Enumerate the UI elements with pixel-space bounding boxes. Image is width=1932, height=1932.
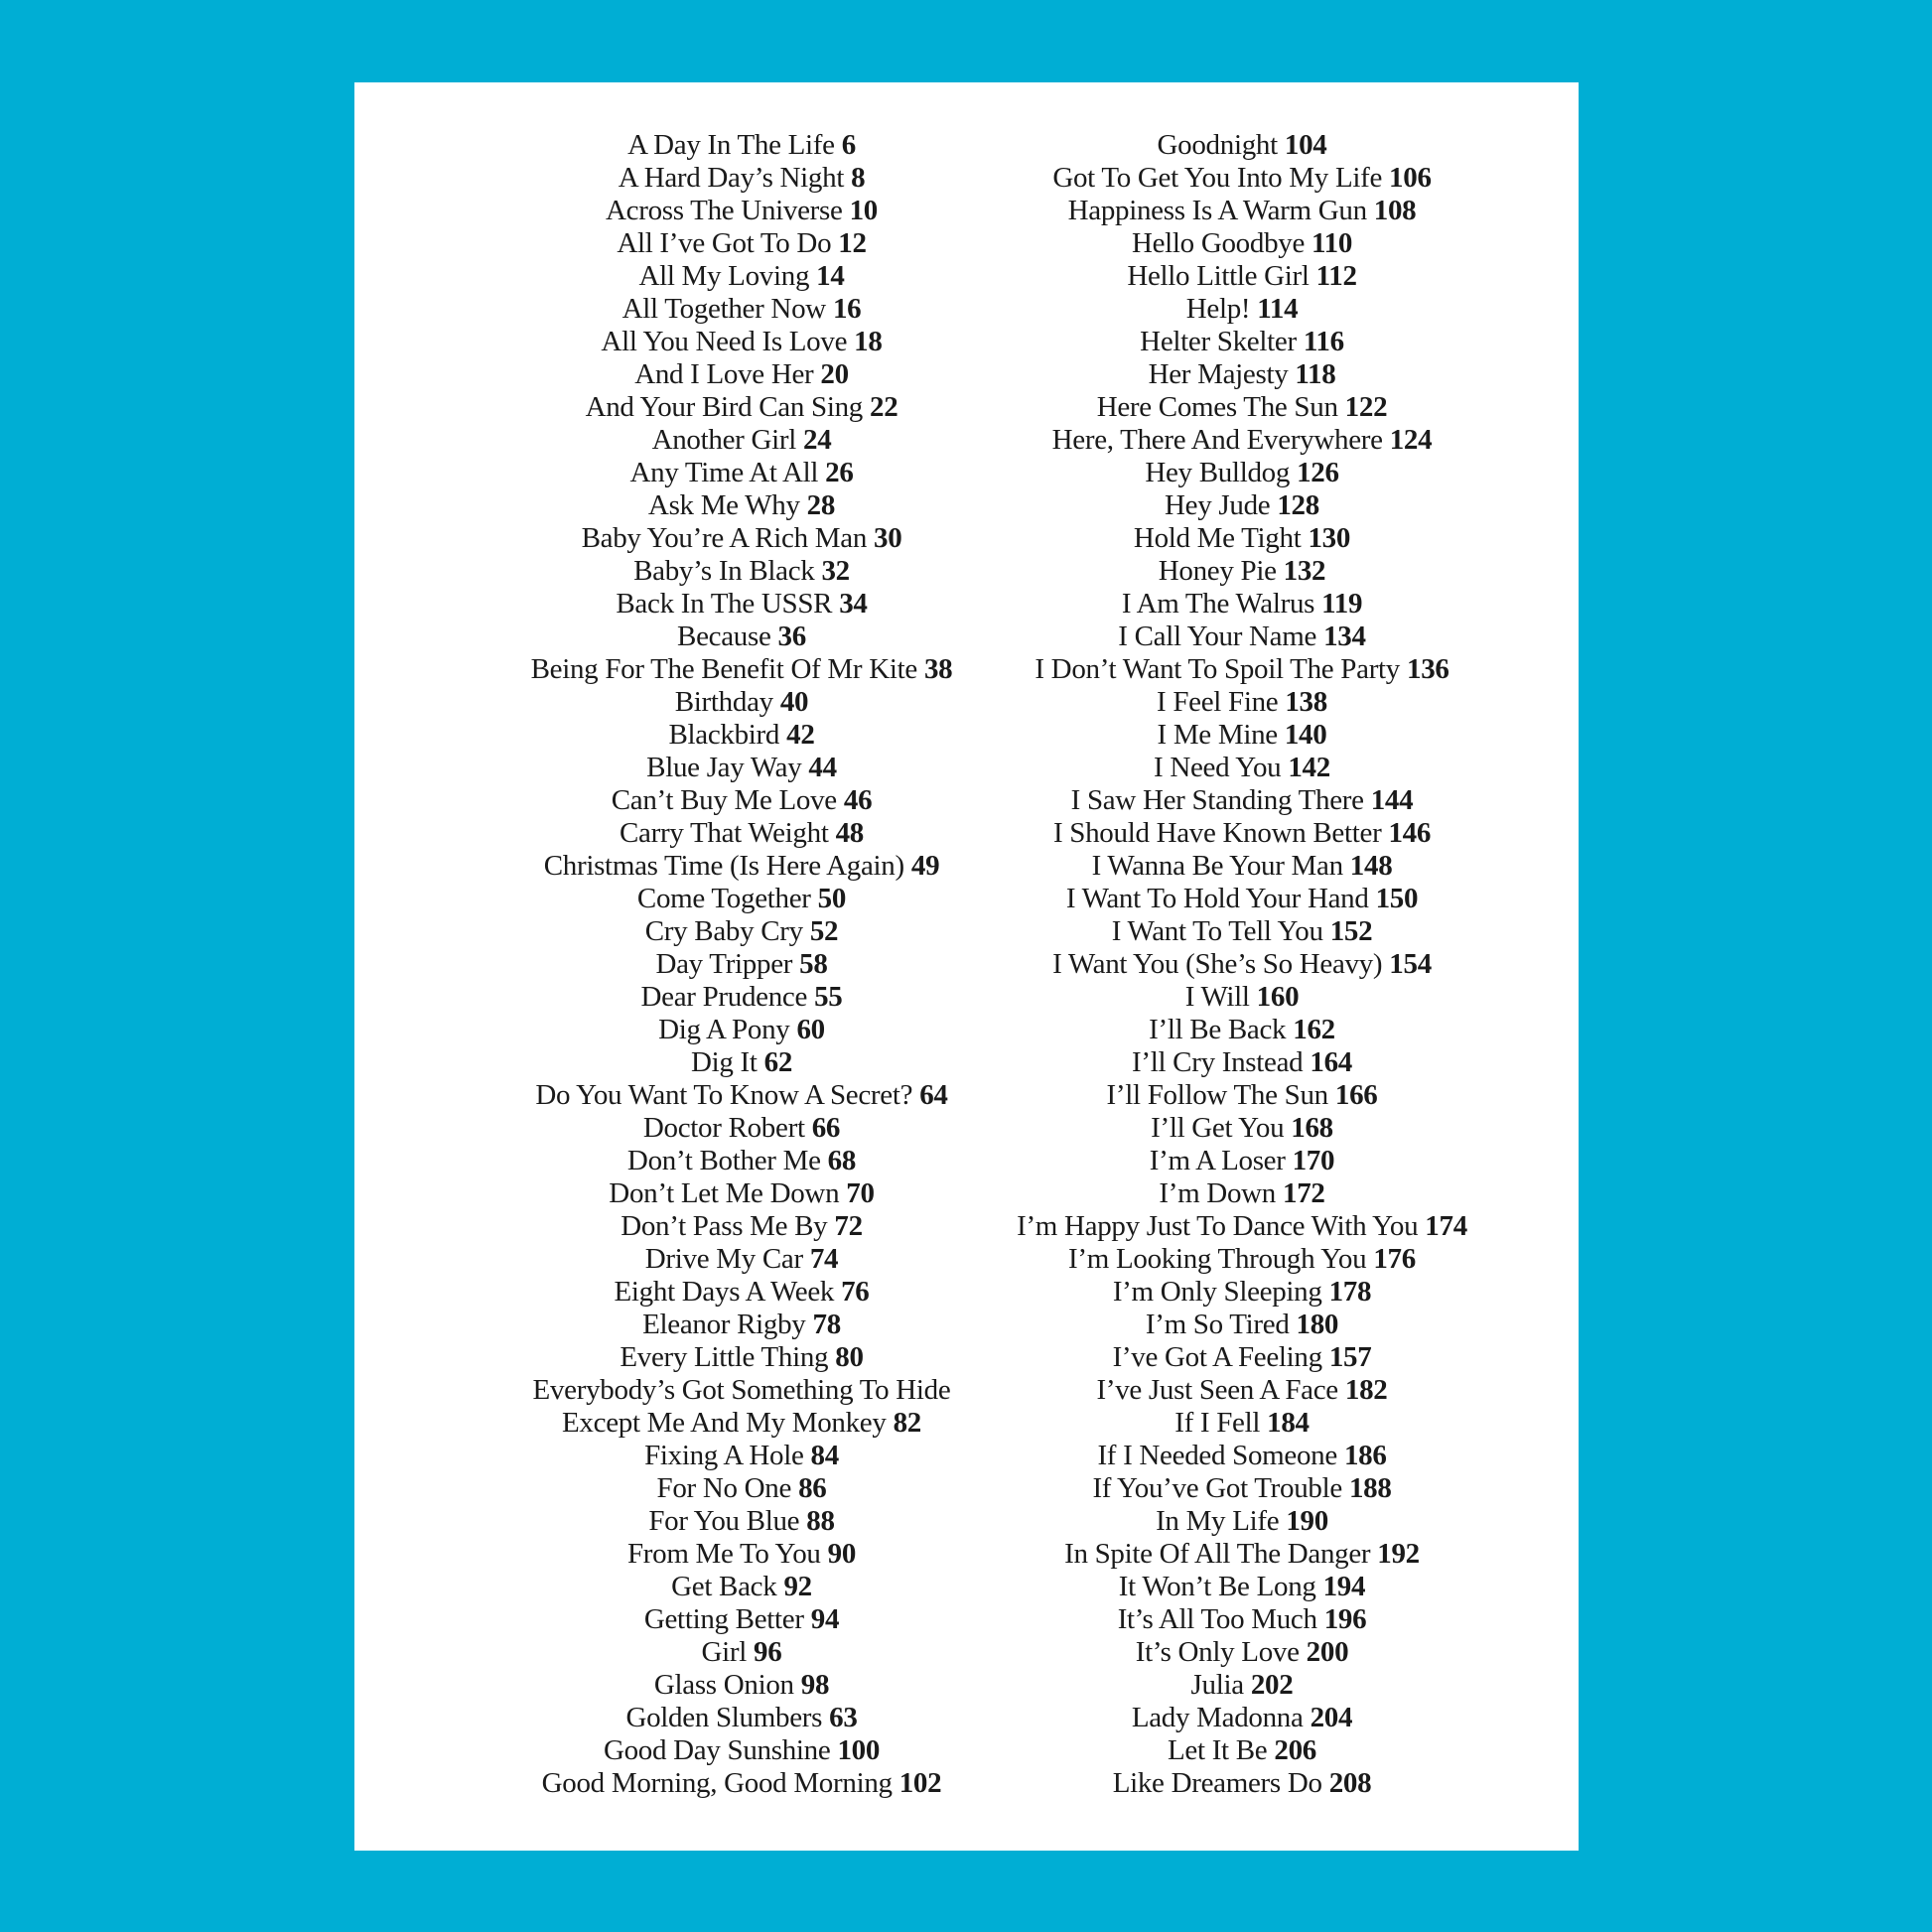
song-title: It’s Only Love xyxy=(1135,1636,1300,1668)
page-number: 86 xyxy=(798,1472,827,1504)
page-number: 22 xyxy=(870,391,898,423)
song-title: Goodnight xyxy=(1157,129,1278,161)
contents-entry xyxy=(944,915,1540,948)
song-title: All I’ve Got To Do xyxy=(617,227,832,259)
page-number: 30 xyxy=(874,522,902,554)
contents-entry xyxy=(944,326,1540,358)
song-title: Cry Baby Cry xyxy=(644,915,803,947)
page-number: 116 xyxy=(1303,326,1344,357)
song-title: I Want To Tell You xyxy=(1111,915,1323,947)
contents-entry xyxy=(944,424,1540,457)
contents-entry xyxy=(944,1669,1540,1702)
contents-entry xyxy=(944,489,1540,522)
page-number: 184 xyxy=(1267,1407,1310,1439)
page-number: 34 xyxy=(839,588,868,620)
page-number: 134 xyxy=(1323,621,1366,652)
song-title: From Me To You xyxy=(626,1538,821,1570)
contents-entry xyxy=(944,195,1540,227)
song-title: Hello Goodbye xyxy=(1131,227,1306,259)
page-number: 70 xyxy=(846,1177,875,1209)
page-number: 136 xyxy=(1407,653,1449,685)
song-title: Everybody’s Got Something To Hide xyxy=(532,1374,951,1406)
song-title: Don’t Let Me Down xyxy=(609,1177,840,1209)
contents-entry xyxy=(944,1636,1540,1669)
page-number: 78 xyxy=(812,1309,841,1340)
page-number: 62 xyxy=(763,1046,793,1078)
song-title: I’m Happy Just To Dance With You xyxy=(1017,1210,1419,1242)
song-title: I’m A Loser xyxy=(1149,1145,1286,1176)
page-number: 58 xyxy=(799,948,828,980)
page-number: 112 xyxy=(1315,260,1357,292)
page-number: 186 xyxy=(1343,1440,1387,1471)
page-number: 194 xyxy=(1322,1571,1366,1602)
page-number: 166 xyxy=(1334,1079,1378,1111)
song-title: Because xyxy=(677,621,771,652)
contents-entry xyxy=(944,1276,1540,1309)
song-title: Like Dreamers Do xyxy=(1112,1767,1322,1799)
page-number: 14 xyxy=(816,260,845,292)
page-number: 49 xyxy=(910,850,940,882)
song-title: I’ll Follow The Sun xyxy=(1106,1079,1328,1111)
song-title: Help! xyxy=(1185,293,1251,325)
page-number: 122 xyxy=(1344,391,1388,423)
page-number: 100 xyxy=(837,1734,881,1766)
contents-entry xyxy=(944,1112,1540,1145)
page-number: 84 xyxy=(810,1440,839,1471)
contents-entry xyxy=(944,129,1540,162)
page-number: 63 xyxy=(829,1702,858,1733)
song-title: Another Girl xyxy=(651,424,796,456)
song-title: Carry That Weight xyxy=(620,817,829,849)
page-number: 172 xyxy=(1283,1177,1325,1209)
song-title: Day Tripper xyxy=(655,948,793,980)
song-title: Get Back xyxy=(671,1571,777,1602)
song-title: I’ll Get You xyxy=(1151,1112,1285,1144)
page-number: 24 xyxy=(803,424,832,456)
song-title: Helter Skelter xyxy=(1140,326,1297,357)
page-number: 138 xyxy=(1285,686,1327,718)
song-title: It’s All Too Much xyxy=(1117,1603,1317,1635)
song-title: For You Blue xyxy=(648,1505,800,1537)
song-title: In My Life xyxy=(1156,1505,1280,1537)
song-title: I Don’t Want To Spoil The Party xyxy=(1035,653,1401,685)
page-number: 16 xyxy=(832,293,862,325)
page-number: 32 xyxy=(821,555,850,587)
page-number: 176 xyxy=(1373,1243,1416,1275)
contents-entry xyxy=(944,1341,1540,1374)
page-number: 50 xyxy=(817,883,847,914)
page-number: 106 xyxy=(1389,162,1432,194)
song-title: Let It Be xyxy=(1168,1734,1268,1766)
song-title: Fixing A Hole xyxy=(644,1440,804,1471)
page-number: 88 xyxy=(806,1505,835,1537)
contents-entry xyxy=(944,784,1540,817)
contents-entry xyxy=(944,227,1540,260)
page-number: 119 xyxy=(1321,588,1363,620)
page-number: 140 xyxy=(1284,719,1327,751)
page-number: 110 xyxy=(1311,227,1353,259)
contents-entry xyxy=(944,1702,1540,1734)
page-number: 18 xyxy=(854,326,883,357)
page-number: 157 xyxy=(1328,1341,1372,1373)
song-title: Got To Get You Into My Life xyxy=(1052,162,1383,194)
contents-entry xyxy=(944,1505,1540,1538)
song-title: A Hard Day’s Night xyxy=(618,162,845,194)
page-number: 72 xyxy=(834,1210,863,1242)
page-number: 132 xyxy=(1283,555,1326,587)
song-title: And I Love Her xyxy=(634,358,814,390)
contents-entry xyxy=(944,1538,1540,1571)
page-number: 152 xyxy=(1329,915,1373,947)
song-title: All My Loving xyxy=(638,260,810,292)
song-title: Eleanor Rigby xyxy=(642,1309,806,1340)
contents-entry xyxy=(944,1407,1540,1440)
contents-entry xyxy=(944,588,1540,621)
page-number: 64 xyxy=(919,1079,948,1111)
contents-entry xyxy=(944,752,1540,784)
song-title: For No One xyxy=(656,1472,792,1504)
contents-page xyxy=(354,82,1579,1851)
contents-entry xyxy=(944,391,1540,424)
page-number: 190 xyxy=(1286,1505,1328,1537)
page-number: 144 xyxy=(1370,784,1414,816)
song-title: Eight Days A Week xyxy=(614,1276,835,1308)
song-title: Back In The USSR xyxy=(616,588,833,620)
page-number: 102 xyxy=(898,1767,942,1799)
contents-entry xyxy=(944,1046,1540,1079)
song-title: Good Morning, Good Morning xyxy=(541,1767,893,1799)
page-number: 28 xyxy=(806,489,836,521)
song-title: If You’ve Got Trouble xyxy=(1092,1472,1342,1504)
page-number: 40 xyxy=(779,686,809,718)
page-number: 160 xyxy=(1256,981,1300,1013)
contents-entry xyxy=(944,1145,1540,1177)
page-number: 150 xyxy=(1375,883,1419,914)
song-title: Good Day Sunshine xyxy=(603,1734,831,1766)
contents-entry xyxy=(944,457,1540,489)
contents-entry xyxy=(944,948,1540,981)
contents-entry xyxy=(944,1014,1540,1046)
page-number: 142 xyxy=(1288,752,1330,783)
song-title: Glass Onion xyxy=(653,1669,794,1701)
song-title: A Day In The Life xyxy=(627,129,835,161)
song-title: Drive My Car xyxy=(644,1243,803,1275)
contents-entry xyxy=(944,621,1540,653)
page-number: 6 xyxy=(841,129,856,161)
contents-entry xyxy=(944,981,1540,1014)
contents-entry xyxy=(944,817,1540,850)
page-number: 124 xyxy=(1389,424,1433,456)
song-title: Birthday xyxy=(674,686,773,718)
song-title: Except Me And My Monkey xyxy=(562,1407,887,1439)
contents-entry xyxy=(944,358,1540,391)
page-number: 162 xyxy=(1293,1014,1335,1045)
song-title: Getting Better xyxy=(643,1603,804,1635)
page-number: 36 xyxy=(777,621,806,652)
song-title: I’m Looking Through You xyxy=(1068,1243,1367,1275)
song-title: Here Comes The Sun xyxy=(1096,391,1338,423)
contents-entry xyxy=(944,1603,1540,1636)
contents-entry xyxy=(944,850,1540,883)
song-title: Can’t Buy Me Love xyxy=(611,784,837,816)
page-number: 94 xyxy=(810,1603,840,1635)
song-title: Across The Universe xyxy=(606,195,843,226)
song-title: I’m So Tired xyxy=(1145,1309,1290,1340)
page-number: 10 xyxy=(849,195,878,226)
page-number: 202 xyxy=(1250,1669,1294,1701)
page-number: 200 xyxy=(1306,1636,1349,1668)
page-number: 206 xyxy=(1274,1734,1316,1766)
song-title: Here, There And Everywhere xyxy=(1051,424,1383,456)
song-title: Hey Bulldog xyxy=(1145,457,1291,488)
page-number: 126 xyxy=(1297,457,1339,488)
page-number: 146 xyxy=(1388,817,1432,849)
page-number: 96 xyxy=(754,1636,782,1668)
page-number: 180 xyxy=(1296,1309,1339,1340)
song-title: And Your Bird Can Sing xyxy=(585,391,863,423)
page-number: 114 xyxy=(1257,293,1299,325)
page-number: 60 xyxy=(796,1014,825,1045)
page-number: 130 xyxy=(1308,522,1351,554)
contents-entry xyxy=(944,719,1540,752)
page-number: 174 xyxy=(1425,1210,1467,1242)
page-number: 8 xyxy=(851,162,866,194)
song-title: All You Need Is Love xyxy=(601,326,848,357)
page-number: 164 xyxy=(1310,1046,1352,1078)
contents-entry xyxy=(944,1440,1540,1472)
page-number: 76 xyxy=(841,1276,870,1308)
song-title: I’ll Cry Instead xyxy=(1132,1046,1304,1078)
contents-entry xyxy=(944,1210,1540,1243)
song-title: I Feel Fine xyxy=(1157,686,1279,718)
page-number: 118 xyxy=(1295,358,1336,390)
contents-entry xyxy=(944,1079,1540,1112)
song-title: Hey Jude xyxy=(1165,489,1271,521)
contents-entry xyxy=(944,1309,1540,1341)
page-number: 68 xyxy=(827,1145,857,1176)
page-number: 182 xyxy=(1344,1374,1388,1406)
song-title: Lady Madonna xyxy=(1131,1702,1304,1733)
song-title: Her Majesty xyxy=(1148,358,1289,390)
song-title: Doctor Robert xyxy=(642,1112,805,1144)
page-number: 204 xyxy=(1310,1702,1353,1733)
song-title: I’m Only Sleeping xyxy=(1112,1276,1322,1308)
contents-entry xyxy=(944,686,1540,719)
contents-entry xyxy=(944,1734,1540,1767)
song-title: Every Little Thing xyxy=(620,1341,829,1373)
song-title: Don’t Pass Me By xyxy=(621,1210,828,1242)
page-number: 80 xyxy=(835,1341,864,1373)
song-title: It Won’t Be Long xyxy=(1118,1571,1316,1602)
song-title: Being For The Benefit Of Mr Kite xyxy=(530,653,917,685)
song-title: I Need You xyxy=(1154,752,1282,783)
contents-entry xyxy=(944,1177,1540,1210)
song-title: I Want To Hold Your Hand xyxy=(1065,883,1369,914)
contents-entry xyxy=(944,293,1540,326)
page-number: 66 xyxy=(811,1112,841,1144)
song-title: I’ll Be Back xyxy=(1149,1014,1287,1045)
song-title: Baby’s In Black xyxy=(633,555,815,587)
page-number: 38 xyxy=(923,653,953,685)
page-number: 104 xyxy=(1284,129,1327,161)
song-title: I Am The Walrus xyxy=(1121,588,1315,620)
song-title: Don’t Bother Me xyxy=(626,1145,821,1176)
page-number: 52 xyxy=(809,915,839,947)
page-number: 178 xyxy=(1328,1276,1372,1308)
page-number: 188 xyxy=(1348,1472,1392,1504)
song-title: If I Fell xyxy=(1174,1407,1261,1439)
page-number: 20 xyxy=(820,358,849,390)
contents-entry xyxy=(944,653,1540,686)
song-title: I Me Mine xyxy=(1157,719,1278,751)
song-title: Dear Prudence xyxy=(640,981,808,1013)
song-title: I Call Your Name xyxy=(1118,621,1317,652)
song-title: If I Needed Someone xyxy=(1097,1440,1337,1471)
song-title: All Together Now xyxy=(621,293,826,325)
contents-entry xyxy=(944,1571,1540,1603)
page-number: 208 xyxy=(1328,1767,1372,1799)
song-title: Any Time At All xyxy=(629,457,819,488)
song-title: Julia xyxy=(1190,1669,1244,1701)
page-number: 98 xyxy=(800,1669,830,1701)
page-number: 55 xyxy=(814,981,843,1013)
page-number: 90 xyxy=(827,1538,857,1570)
song-title: Honey Pie xyxy=(1158,555,1277,587)
song-title: Girl xyxy=(701,1636,748,1668)
contents-entry xyxy=(944,883,1540,915)
song-title: I’m Down xyxy=(1159,1177,1276,1209)
song-title: I Should Have Known Better xyxy=(1052,817,1382,849)
contents-entry xyxy=(944,1374,1540,1407)
page-number: 154 xyxy=(1389,948,1432,980)
page-number: 26 xyxy=(825,457,854,488)
song-title: Christmas Time (Is Here Again) xyxy=(543,850,904,882)
song-title: Happiness Is A Warm Gun xyxy=(1067,195,1367,226)
contents-entry xyxy=(944,260,1540,293)
song-title: Golden Slumbers xyxy=(625,1702,823,1733)
song-title: I Will xyxy=(1184,981,1250,1013)
contents-entry xyxy=(944,162,1540,195)
song-title: In Spite Of All The Danger xyxy=(1064,1538,1371,1570)
contents-entry xyxy=(944,1243,1540,1276)
page-number: 128 xyxy=(1277,489,1319,521)
page-number: 48 xyxy=(835,817,864,849)
page-number: 42 xyxy=(786,719,815,751)
contents-entry xyxy=(944,555,1540,588)
song-title: I Want You (She’s So Heavy) xyxy=(1052,948,1383,980)
page-number: 74 xyxy=(809,1243,839,1275)
page-number: 46 xyxy=(843,784,873,816)
contents-column-right xyxy=(944,129,1540,1800)
song-title: Blue Jay Way xyxy=(646,752,802,783)
song-title: Ask Me Why xyxy=(647,489,800,521)
song-title: Hello Little Girl xyxy=(1127,260,1310,292)
contents-entry xyxy=(944,522,1540,555)
contents-entry xyxy=(944,1767,1540,1800)
page-number: 192 xyxy=(1377,1538,1420,1570)
page-number: 168 xyxy=(1291,1112,1333,1144)
page-number: 12 xyxy=(838,227,867,259)
song-title: Dig A Pony xyxy=(658,1014,790,1045)
song-title: I’ve Just Seen A Face xyxy=(1096,1374,1338,1406)
song-title: I Saw Her Standing There xyxy=(1070,784,1364,816)
song-title: Hold Me Tight xyxy=(1133,522,1302,554)
page-number: 44 xyxy=(808,752,837,783)
song-title: Baby You’re A Rich Man xyxy=(581,522,868,554)
page-number: 108 xyxy=(1373,195,1417,226)
song-title: Come Together xyxy=(636,883,811,914)
page-number: 148 xyxy=(1349,850,1393,882)
song-title: I’ve Got A Feeling xyxy=(1112,1341,1322,1373)
song-title: Dig It xyxy=(690,1046,758,1078)
song-title: Blackbird xyxy=(668,719,780,751)
contents-entry xyxy=(944,1472,1540,1505)
song-title: I Wanna Be Your Man xyxy=(1091,850,1343,882)
page-number: 196 xyxy=(1323,1603,1367,1635)
page-number: 82 xyxy=(893,1407,921,1439)
page-number: 92 xyxy=(783,1571,812,1602)
song-title: Do You Want To Know A Secret? xyxy=(535,1079,913,1111)
page-number: 170 xyxy=(1292,1145,1335,1176)
